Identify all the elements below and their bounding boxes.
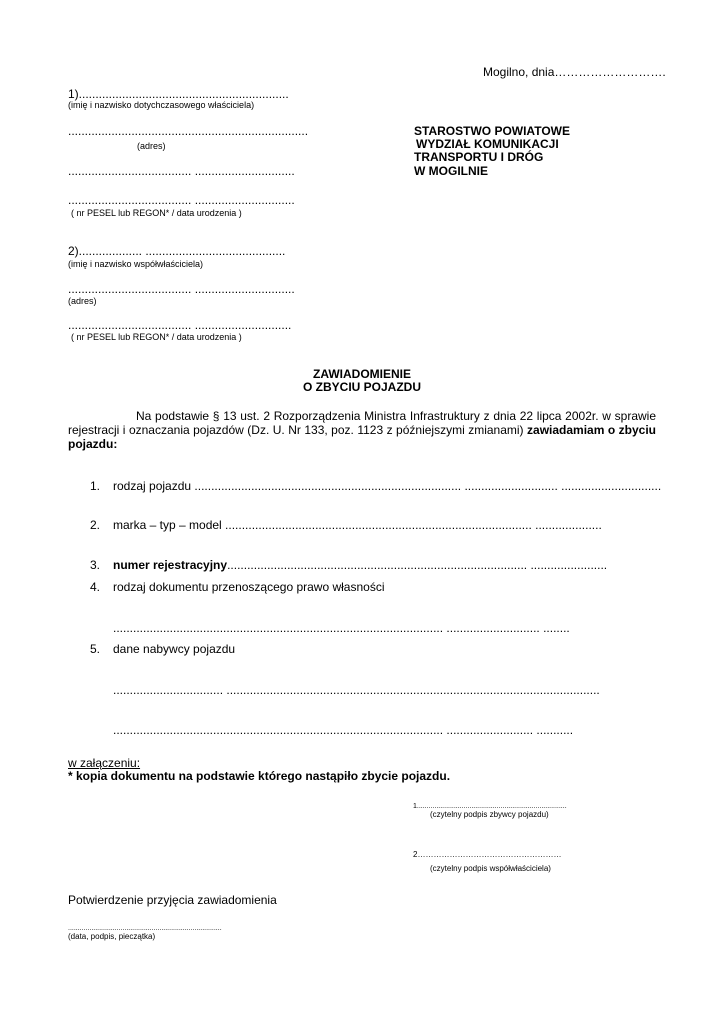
signature-1-caption: (czytelny podpis zbywcy pojazdu) bbox=[430, 810, 549, 819]
item-3-label: numer rejestracyjny bbox=[113, 558, 228, 572]
item-2-number: 2. bbox=[90, 518, 101, 532]
owner-name-line: 1)............................................................... bbox=[68, 87, 289, 101]
item-3-number: 3. bbox=[90, 558, 101, 572]
signature-2-line: 2……………………………………………… bbox=[413, 850, 562, 859]
coowner-address-line: ..................................... .............................. bbox=[68, 282, 295, 296]
confirmation-line: ............................................................................... bbox=[68, 925, 222, 932]
item-2-dots: ............................................................................................ .................... bbox=[221, 518, 602, 532]
owner-address-caption: (adres) bbox=[137, 141, 166, 151]
attachment-text: * kopia dokumentu na podstawie którego nastąpiło zbycie pojazdu. bbox=[68, 769, 451, 783]
recipient-line-1: STAROSTWO POWIATOWE bbox=[414, 124, 570, 138]
attachment-label: w załączeniu: bbox=[68, 756, 141, 770]
item-5-label: dane nabywcy pojazdu bbox=[113, 642, 236, 656]
signature-1-line: 1............................................................................. bbox=[413, 803, 567, 810]
confirmation-label: Potwierdzenie przyjęcia zawiadomienia bbox=[68, 893, 277, 907]
item-2-label: marka – typ – model bbox=[113, 518, 222, 532]
item-4-dots: ................................................................................................... ............................ ........ bbox=[113, 621, 570, 635]
confirmation-caption: (data, podpis, pieczątka) bbox=[68, 932, 156, 941]
item-1-dots: ................................................................................ ............................ .............................. bbox=[191, 479, 662, 493]
coowner-name-caption: (imię i nazwisko współwłaściciela) bbox=[68, 259, 204, 269]
item-5-dots-1: ................................. ................................................................................................................ bbox=[113, 683, 600, 697]
coowner-address-caption: (adres) bbox=[68, 296, 97, 306]
owner-address-line: ........................................................................ bbox=[68, 124, 309, 138]
recipient-line-3: TRANSPORTU I DRÓG bbox=[414, 150, 544, 164]
coowner-name-line: 2)................... .......................................... bbox=[68, 244, 286, 258]
coowner-id-line: ..................................... ............................. bbox=[68, 318, 292, 332]
recipient-line-2: WYDZIAŁ KOMUNIKACJI bbox=[416, 137, 559, 151]
owner-id-line: ..................................... .............................. bbox=[68, 193, 295, 207]
signature-2-caption: (czytelny podpis współwłaściciela) bbox=[430, 864, 551, 873]
document-title-line-1: ZAWIADOMIENIE bbox=[313, 367, 411, 381]
item-4-label: rodzaj dokumentu przenoszącego prawo własności bbox=[113, 580, 385, 594]
item-2 bbox=[113, 518, 602, 532]
item-5-number: 5. bbox=[90, 642, 101, 656]
owner-name-caption: (imię i nazwisko dotychczasowego właściciela) bbox=[68, 100, 255, 110]
place-date: Mogilno, dnia………………………. bbox=[483, 65, 666, 79]
document-title-line-2: O ZBYCIU POJAZDU bbox=[302, 380, 421, 394]
intro-text: Na podstawie § 13 ust. 2 Rozporządzenia Ministra Infrastruktury z dnia 22 lipca 2002r. w sprawie rejestracji i oznaczania pojazdów (Dz. U. Nr 133, poz. 1123 z późniejszymi zmianami) bbox=[68, 409, 656, 437]
coowner-id-caption: ( nr PESEL lub REGON* / data urodzenia ) bbox=[71, 332, 242, 342]
owner-id-caption: ( nr PESEL lub REGON* / data urodzenia ) bbox=[71, 208, 242, 218]
owner-address-line-2: ..................................... .............................. bbox=[68, 164, 295, 178]
item-5-dots-2: ................................................................................................... .......................... ........... bbox=[113, 723, 574, 737]
item-3 bbox=[113, 558, 607, 572]
item-1-label: rodzaj pojazdu bbox=[113, 479, 192, 493]
recipient-line-4: W MOGILNIE bbox=[414, 164, 488, 178]
item-1 bbox=[113, 479, 661, 493]
item-3-dots: .......................................................................................... ....................... bbox=[227, 558, 608, 572]
intro-bold-text: zawiadamiam o zbyciu pojazdu: bbox=[68, 423, 656, 451]
item-4-number: 4. bbox=[90, 580, 101, 594]
item-1-number: 1. bbox=[90, 479, 101, 493]
intro-paragraph bbox=[68, 409, 656, 451]
